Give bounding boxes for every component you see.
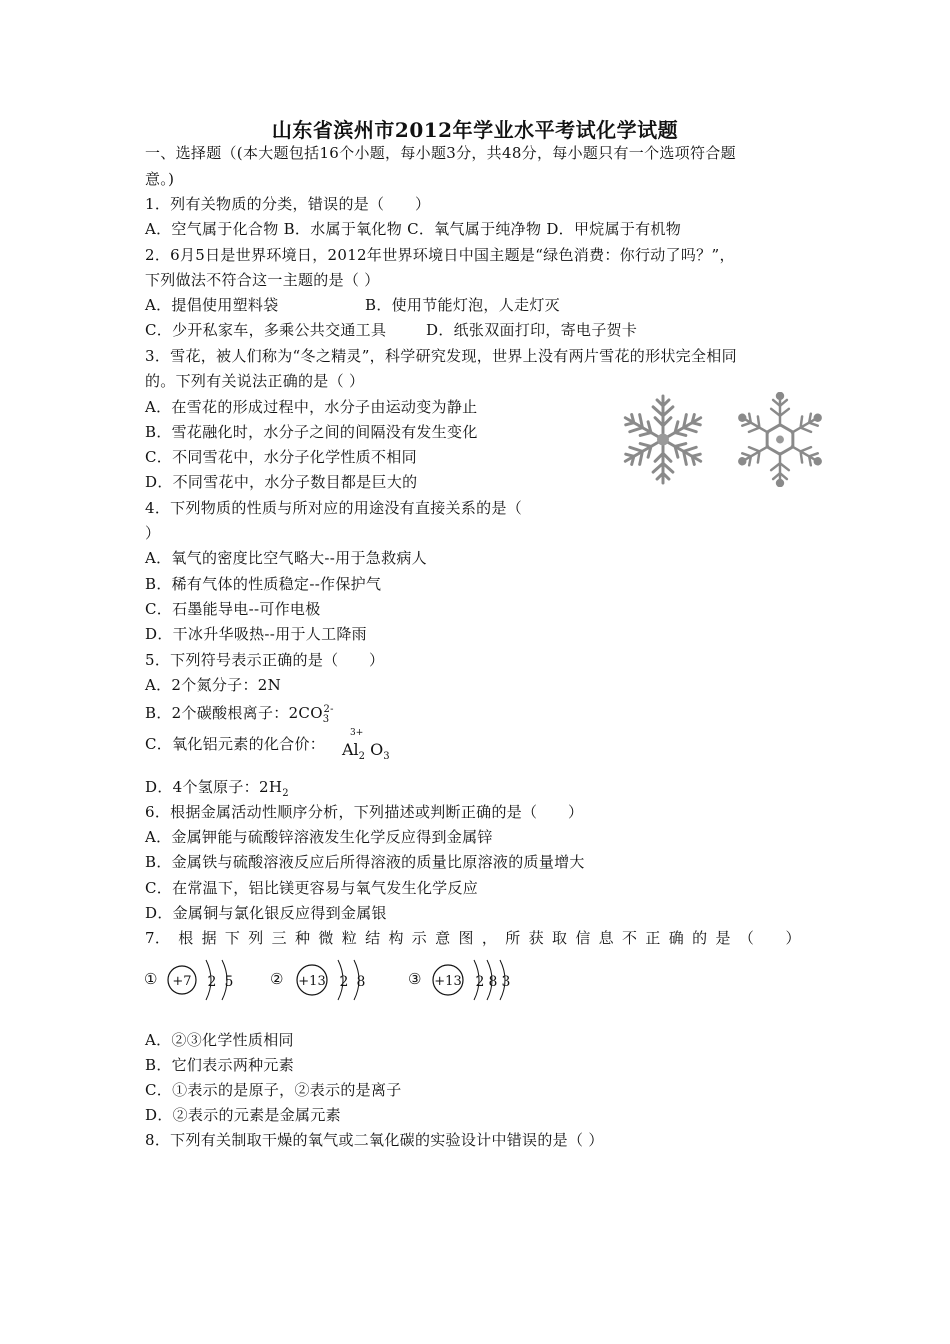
al-symbol: Al — [342, 740, 359, 759]
atom-diagram-2 — [270, 960, 365, 1000]
q2-stem-line1: 2．6月5日是世界环境日，2012年世界环境日中国主题是“绿色消费：你行动了吗？”， — [145, 246, 735, 264]
section-heading-line2: 意。) — [145, 170, 175, 188]
q7-stem-char: 取 — [551, 929, 568, 947]
section-heading-line1: 一、选择题（(本大题包括16个小题，每小题3分，共48分，每小题只有一个选项符合题 — [145, 144, 736, 162]
o-subscript: 3 — [383, 751, 390, 763]
q7-stem-char: ） — [785, 929, 801, 947]
q7-stem-char: 7． — [145, 929, 171, 947]
q5-option-c: C．氧化铝元素的化合价： — [145, 735, 326, 753]
q7-stem-char: 构 — [388, 929, 404, 947]
q2-option-b: B．使用节能灯泡，人走灯灭 — [365, 296, 560, 314]
q7-stem-char: ， — [481, 929, 498, 947]
q3-option-a: A．在雪花的形成过程中，水分子由运动变为静止 — [145, 398, 478, 416]
q3-stem-line1: 3．雪花，被人们称为“冬之精灵”，科学研究发现，世界上没有两片雪花的形状完全相同 — [145, 347, 737, 365]
q7-stem-char: 所 — [505, 929, 521, 947]
atom-2-shell-1-electrons: 2 — [339, 974, 349, 990]
q7-stem-char: 粒 — [341, 929, 358, 947]
q7-stem-char: 是 — [715, 929, 731, 947]
q5-option-b-charge: 2- — [323, 704, 334, 715]
atom-structure-diagrams — [140, 950, 540, 1010]
q5-option-b — [145, 700, 340, 730]
snowflake-image-right — [730, 392, 830, 487]
q7-stem-char: 的 — [692, 929, 708, 947]
q7-stem-char: 示 — [411, 929, 428, 947]
atom-1-label: ① — [144, 970, 158, 988]
q4-stem-line1: 4．下列物质的性质与所对应的用途没有直接关系的是（ — [145, 499, 523, 517]
q7-option-a: A．②③化学性质相同 — [145, 1031, 294, 1049]
atom-1-shell-1-electrons: 2 — [207, 974, 217, 990]
atom-1-nucleus-charge: +7 — [172, 974, 192, 989]
q7-stem-char — [762, 928, 777, 948]
q7-stem-char: 根 — [178, 929, 194, 947]
atom-3-nucleus-charge: +13 — [434, 974, 462, 989]
q7-option-c: C．①表示的是原子，②表示的是离子 — [145, 1081, 402, 1099]
q5-option-d-text: D．4个氢原子：2H — [145, 778, 283, 796]
q3-option-c: C．不同雪花中，水分子化学性质不相同 — [145, 448, 417, 466]
q7-stem-char: 种 — [295, 929, 311, 947]
q6-option-b: B．金属铁与硫酸溶液反应后所得溶液的质量比原溶液的质量增大 — [145, 853, 585, 871]
q2-option-d: D．纸张双面打印，寄电子贺卡 — [426, 321, 638, 339]
q3-option-d: D．不同雪花中，水分子数目都是巨大的 — [145, 473, 418, 491]
q7-option-b: B．它们表示两种元素 — [145, 1056, 295, 1074]
q1-options: A．空气属于化合物 B．水属于氧化物 C．氧气属于纯净物 D．甲烷属于有机物 — [145, 220, 682, 238]
q5-option-b-text: B．2个碳酸根离子：2CO — [145, 704, 323, 722]
q4-stem-line2: ） — [145, 524, 161, 542]
q7-stem-char: 信 — [575, 929, 591, 947]
q2-stem-line2: 下列做法不符合这一主题的是（ ） — [145, 271, 380, 289]
q7-stem-char: 意 — [435, 929, 451, 947]
q7-stem-char: 三 — [271, 929, 287, 947]
q7-stem-char: （ — [738, 929, 755, 947]
q6-option-c: C．在常温下，铝比镁更容易与氧气发生化学反应 — [145, 879, 479, 897]
atom-3-shell-1-electrons: 2 — [475, 974, 485, 990]
atom-3-shell-2-electrons: 8 — [488, 974, 498, 990]
atom-diagram-1 — [144, 960, 233, 1000]
q2-option-a: A．提倡使用塑料袋 — [145, 296, 279, 314]
atom-2-label: ② — [270, 970, 284, 988]
q5-option-d — [145, 777, 289, 804]
q2-option-c: C．少开私家车，多乘公共交通工具 — [145, 321, 387, 339]
al-subscript: 2 — [358, 751, 366, 763]
q7-stem-char: 获 — [528, 929, 544, 947]
q6-option-d: D．金属铜与氯化银反应得到金属银 — [145, 904, 387, 922]
atom-2-nucleus-charge: +13 — [298, 974, 326, 989]
q7-stem-char: 息 — [598, 929, 614, 947]
atom-2-shell-2-electrons: 8 — [356, 974, 366, 990]
q7-stem-char: 正 — [645, 929, 661, 947]
q5-stem: 5．下列符号表示正确的是（ ） — [145, 651, 385, 669]
alumina-formula — [342, 728, 402, 768]
q3-option-b: B．雪花融化时，水分子之间的间隔没有发生变化 — [145, 423, 478, 441]
atom-1-shell-2-electrons: 5 — [224, 974, 234, 990]
q6-option-a: A．金属钾能与硫酸锌溶液发生化学反应得到金属锌 — [145, 828, 493, 846]
snowflake-image-left — [608, 392, 718, 487]
q1-stem: 1．列有关物质的分类，错误的是（ ） — [145, 195, 431, 213]
q4-option-b: B．稀有气体的性质稳定--作保护气 — [145, 575, 382, 593]
q7-stem-char: 下 — [224, 929, 241, 947]
q7-stem-char: 结 — [365, 929, 381, 947]
q6-stem: 6．根据金属活动性顺序分析，下列描述或判断正确的是（ ） — [145, 803, 584, 821]
q5-option-d-subscript: 2 — [282, 788, 289, 799]
q7-stem-char: 确 — [668, 929, 685, 947]
q7-stem-char: 微 — [318, 929, 334, 947]
atom-3-shell-3-electrons: 3 — [501, 974, 511, 990]
q4-option-c: C．石墨能导电--可作电极 — [145, 600, 321, 618]
q7-stem-char: 图 — [458, 929, 474, 947]
q7-stem-char: 不 — [622, 929, 638, 947]
q7-option-d: D．②表示的元素是金属元素 — [145, 1106, 341, 1124]
q3-stem-line2: 的。下列有关说法正确的是（ ） — [145, 372, 365, 390]
q4-option-d: D．干冰升华吸热--用于人工降雨 — [145, 625, 367, 643]
q5-option-b-subscript: 3 — [322, 714, 330, 725]
q5-option-a: A．2个氮分子：2N — [145, 676, 282, 694]
q8-stem: 8．下列有关制取干燥的氧气或二氧化碳的实验设计中错误的是（ ） — [145, 1131, 604, 1149]
q7-stem-char: 据 — [201, 929, 217, 947]
atom-3-label: ③ — [408, 970, 422, 988]
document-title: 山东省滨州市2012年学业水平考试化学试题 — [271, 118, 679, 142]
atom-diagram-3 — [408, 960, 510, 1000]
q7-stem — [145, 928, 801, 948]
valence-label: 3+ — [350, 728, 364, 738]
o-symbol: O — [370, 740, 384, 759]
q7-stem-char: 列 — [248, 929, 264, 947]
q4-option-a: A．氧气的密度比空气略大--用于急救病人 — [145, 549, 427, 567]
